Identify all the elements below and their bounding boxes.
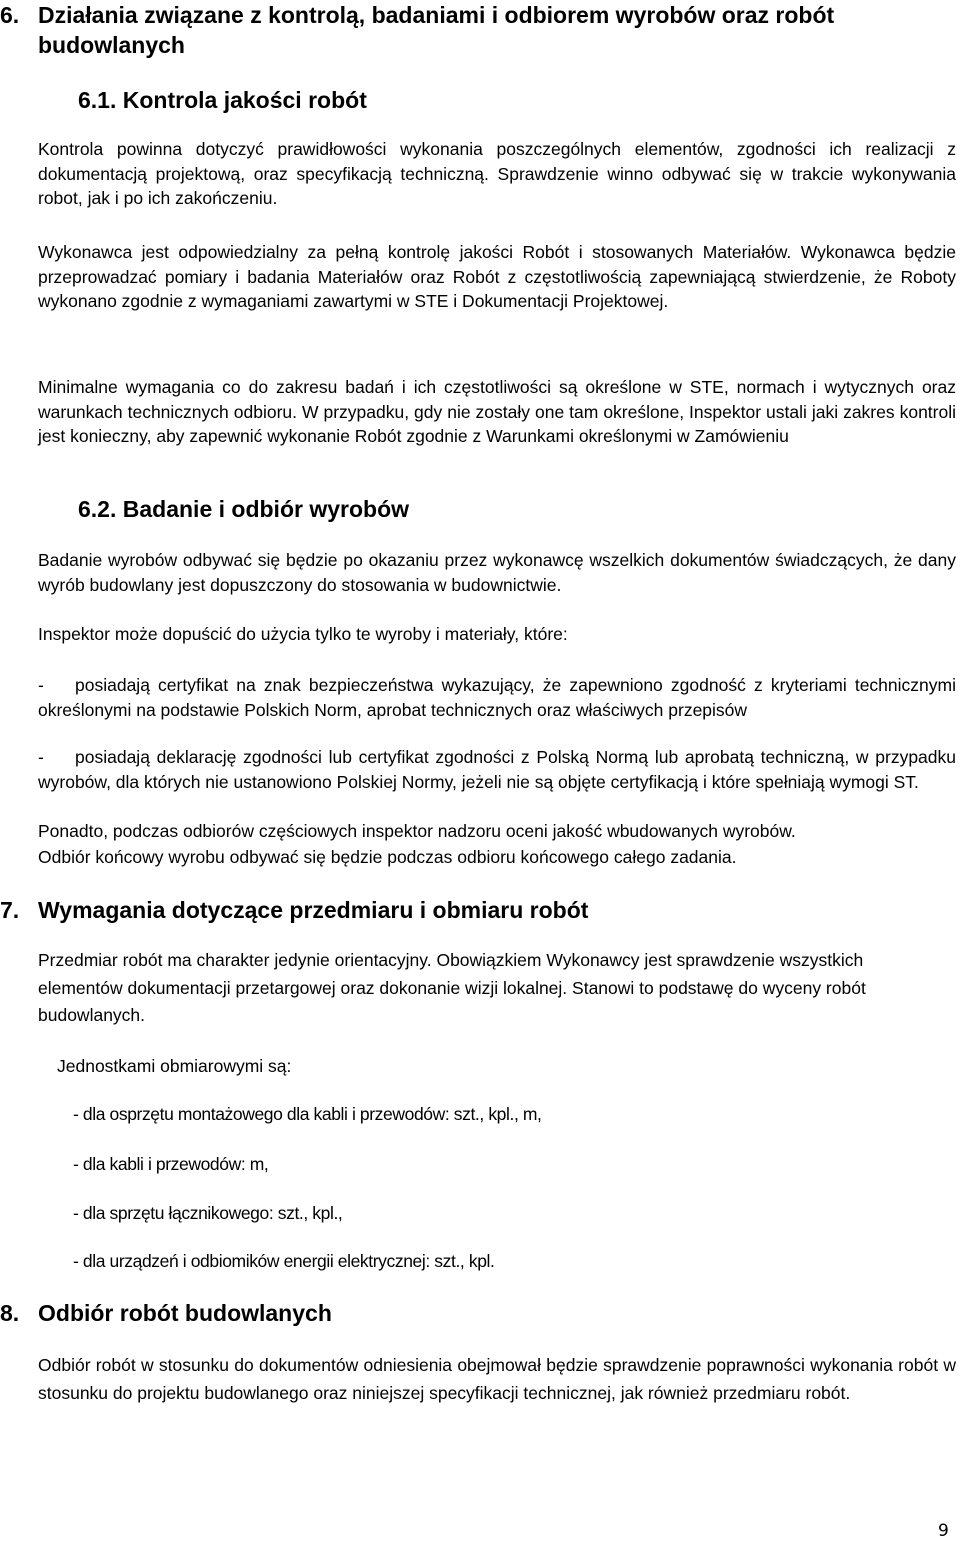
paragraph-8-a: Odbiór robót w stosunku do dokumentów odniesienia obejmował będzie sprawdzenie poprawności wykonania robót w stosunku do projektu budowlanego oraz niniejszej specyfikacji technicznej, jak również przedmiaru robót. <box>38 1355 956 1403</box>
bullet-text-2: posiadają deklarację zgodności lub certyfikat zgodności z Polską Normą lub aprobatą techniczną, w przypadku wyrobów, dla których nie ustanowiono Polskiej Normy, jeżeli nie są objęte certyfikacją i które spełniają wymogi ST. <box>38 747 956 792</box>
paragraph-6-2-a: Badanie wyrobów odbywać się będzie po okazaniu przez wykonawcę wszelkich dokumentów świadczących, że dany wyrób budowlany jest dopuszczony do stosowania w budownictwie. <box>38 550 956 595</box>
subsection-6-2-title: Badanie i odbiór wyrobów <box>122 496 410 522</box>
paragraph-6-1-c: Minimalne wymagania co do zakresu badań i ich częstotliwości są określone w STE, normach i wytycznych oraz warunkach technicznych odbioru. W przypadku, gdy nie zostały one tam określone, Inspektor ustali jaki zakres kontroli jest konieczny, aby zapewnić wykonanie Robót zgodnie z Warunkami określonymi w Zamówieniu <box>38 377 956 446</box>
paragraph-7-a: Przedmiar robót ma charakter jedynie orientacyjny. Obowiązkiem Wykonawcy jest sprawdzenie wszystkich elementów dokumentacji przetargowej oraz dokonanie wizji lokalnej. Stanowi to podstawę do wyceny robót budowlanych. <box>38 950 866 1025</box>
paragraph-6-1-a: Kontrola powinna dotyczyć prawidłowości wykonania poszczególnych elementów, zgodności ich realizacji z dokumentacją projektową, oraz specyfikacją techniczną. Sprawdzenie winno odbywać się w trakcie wykonywania robot, jak i po ich zakończeniu. <box>38 139 956 208</box>
paragraph-6-2-b: Inspektor może dopuścić do użycia tylko te wyroby i materiały, które: <box>38 624 568 644</box>
subsection-6-1-number: 6.1. <box>78 87 117 113</box>
unit-item-4: - dla urządzeń i odbiomików energii elektrycznej: szt., kpl. <box>73 1251 495 1271</box>
units-intro: Jednostkami obmiarowymi są: <box>57 1056 292 1076</box>
bullet-dash: - <box>38 747 44 767</box>
section-8-title: Odbiór robót budowlanych <box>38 1300 332 1326</box>
unit-item-2: - dla kabli i przewodów: m, <box>73 1154 269 1174</box>
subsection-6-2-heading <box>78 494 878 524</box>
bullet-dash: - <box>38 675 44 695</box>
paragraph-6-1-b: Wykonawca jest odpowiedzialny za pełną kontrolę jakości Robót i stosowanych Materiałów. Wykonawca będzie przeprowadzać pomiary i badania Materiałów oraz Robót z częstotliwością zapewniającą stwierdzenie, że Roboty wykonano zgodnie z wymaganiami zawartymi w STE i Dokumentacji Projektowej. <box>38 242 956 311</box>
section-7-title: Wymagania dotyczące przedmiaru i obmiaru robót <box>38 897 589 923</box>
subsection-6-1-heading <box>78 85 878 115</box>
section-6-title: Działania związane z kontrolą, badaniami i odbiorem wyrobów oraz robót budowlanych <box>38 2 835 58</box>
section-7-heading <box>0 895 930 925</box>
section-6-number: 6. <box>0 2 20 28</box>
section-7-number: 7. <box>0 897 20 923</box>
bullet-text-1: posiadają certyfikat na znak bezpieczeństwa wykazujący, że zapewniono zgodność z kryteriami technicznymi określonymi na podstawie Polskich Norm, aprobat technicznych oraz właściwych przepisów <box>38 675 956 720</box>
section-8-number: 8. <box>0 1300 20 1326</box>
section-8-heading <box>0 1298 930 1328</box>
unit-item-3: - dla sprzętu łącznikowego: szt., kpl., <box>73 1203 343 1223</box>
page-number: 9 <box>938 1521 949 1541</box>
subsection-6-2-number: 6.2. <box>78 496 117 522</box>
bullet-item-2 <box>38 745 956 794</box>
paragraph-6-2-d: Odbiór końcowy wyrobu odbywać się będzie podczas odbioru końcowego całego zadania. <box>38 847 737 867</box>
section-6-heading <box>0 0 930 60</box>
paragraph-6-2-c: Ponadto, podczas odbiorów częściowych inspektor nadzoru oceni jakość wbudowanych wyrobów. <box>38 821 796 841</box>
bullet-item-1 <box>38 673 956 722</box>
unit-item-1: - dla osprzętu montażowego dla kabli i przewodów: szt., kpl., m, <box>73 1104 542 1124</box>
subsection-6-1-title: Kontrola jakości robót <box>122 87 367 113</box>
